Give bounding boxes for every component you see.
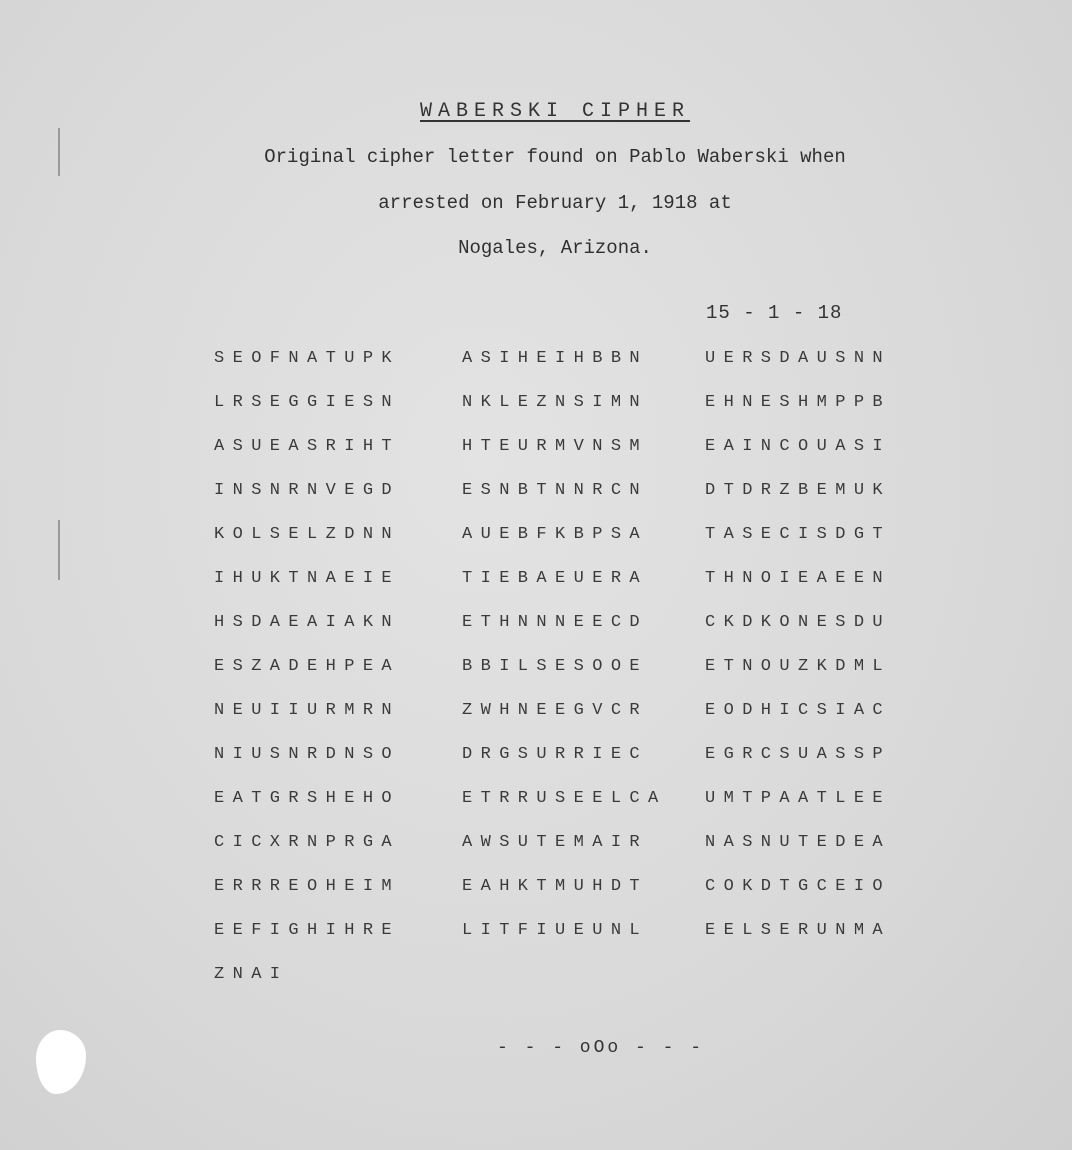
cipher-group: INSNRNVEGD [214,481,401,500]
cipher-group: EHNESHMPPB [705,393,892,412]
footer-separator: - - - oOo - - - [497,1038,705,1058]
cipher-group: AUEBFKBPSA [462,525,649,544]
cipher-group: ESZADEHPEA [214,657,401,676]
cipher-group: NKLEZNSIMN [462,393,649,412]
cipher-group: LITFIUEUNL [462,921,649,940]
cipher-group: ERRREOHEIM [214,877,401,896]
document-title: WABERSKI CIPHER [419,100,691,123]
cipher-group: ESNBTNNRCN [462,481,649,500]
cipher-group: EODHICSIAC [705,701,892,720]
cipher-group: DRGSURRIEC [462,745,649,764]
cipher-group: ZNAI [214,965,289,984]
cipher-group: NIUSNRDNSO [214,745,401,764]
cipher-group: EGRCSUASSP [705,745,892,764]
cipher-group: TASECISDGT [705,525,892,544]
cipher-group: CICXRNPRGA [214,833,401,852]
cipher-group: ZWHNEEGVCR [462,701,649,720]
cipher-group: CKDKONESDU [705,613,892,632]
cipher-group: ETRRUSEELCA [462,789,667,808]
cipher-group: HSDAEAIAKN [214,613,401,632]
cipher-group: DTDRZBEMUK [705,481,892,500]
paper-blot [36,1030,86,1094]
cipher-group: THNOIEAEEN [705,569,892,588]
cipher-group: AWSUTEMAIR [462,833,649,852]
cipher-group: EAINCOUASI [705,437,892,456]
cipher-group: EELSERUNMA [705,921,892,940]
cipher-group: BBILSESOOE [462,657,649,676]
description-line-2: arrested on February 1, 1918 at [378,192,732,214]
cipher-group: EAHKTMUHDT [462,877,649,896]
cipher-group: EATGRSHEHO [214,789,401,808]
cipher-group: TIEBAEUERA [462,569,649,588]
cipher-group: COKDTGCEIO [705,877,892,896]
cipher-group: EEFIGHIHRE [214,921,401,940]
cipher-group: NASNUTEDEA [705,833,892,852]
description-line-1: Original cipher letter found on Pablo Waberski when [264,146,846,168]
cipher-group: HTEURMVNSM [462,437,649,456]
description-line-3: Nogales, Arizona. [458,237,652,259]
cipher-group: ETHNNNEECD [462,613,649,632]
cipher-date: 15 - 1 - 18 [706,302,843,324]
cipher-group: UMTPAATLEE [705,789,892,808]
cipher-group: NEUIIURMRN [214,701,401,720]
cipher-group: ASIHEIHBBN [462,349,649,368]
cipher-group: UERSDAUSNN [705,349,892,368]
cipher-group: ASUEASRIHT [214,437,401,456]
cipher-group: LRSEGGIESN [214,393,401,412]
cipher-group: KOLSELZDNN [214,525,401,544]
margin-mark [58,520,60,580]
cipher-group: SEOFNATUPK [214,349,401,368]
cipher-group: IHUKTNAEIE [214,569,401,588]
cipher-group: ETNOUZKDML [705,657,892,676]
